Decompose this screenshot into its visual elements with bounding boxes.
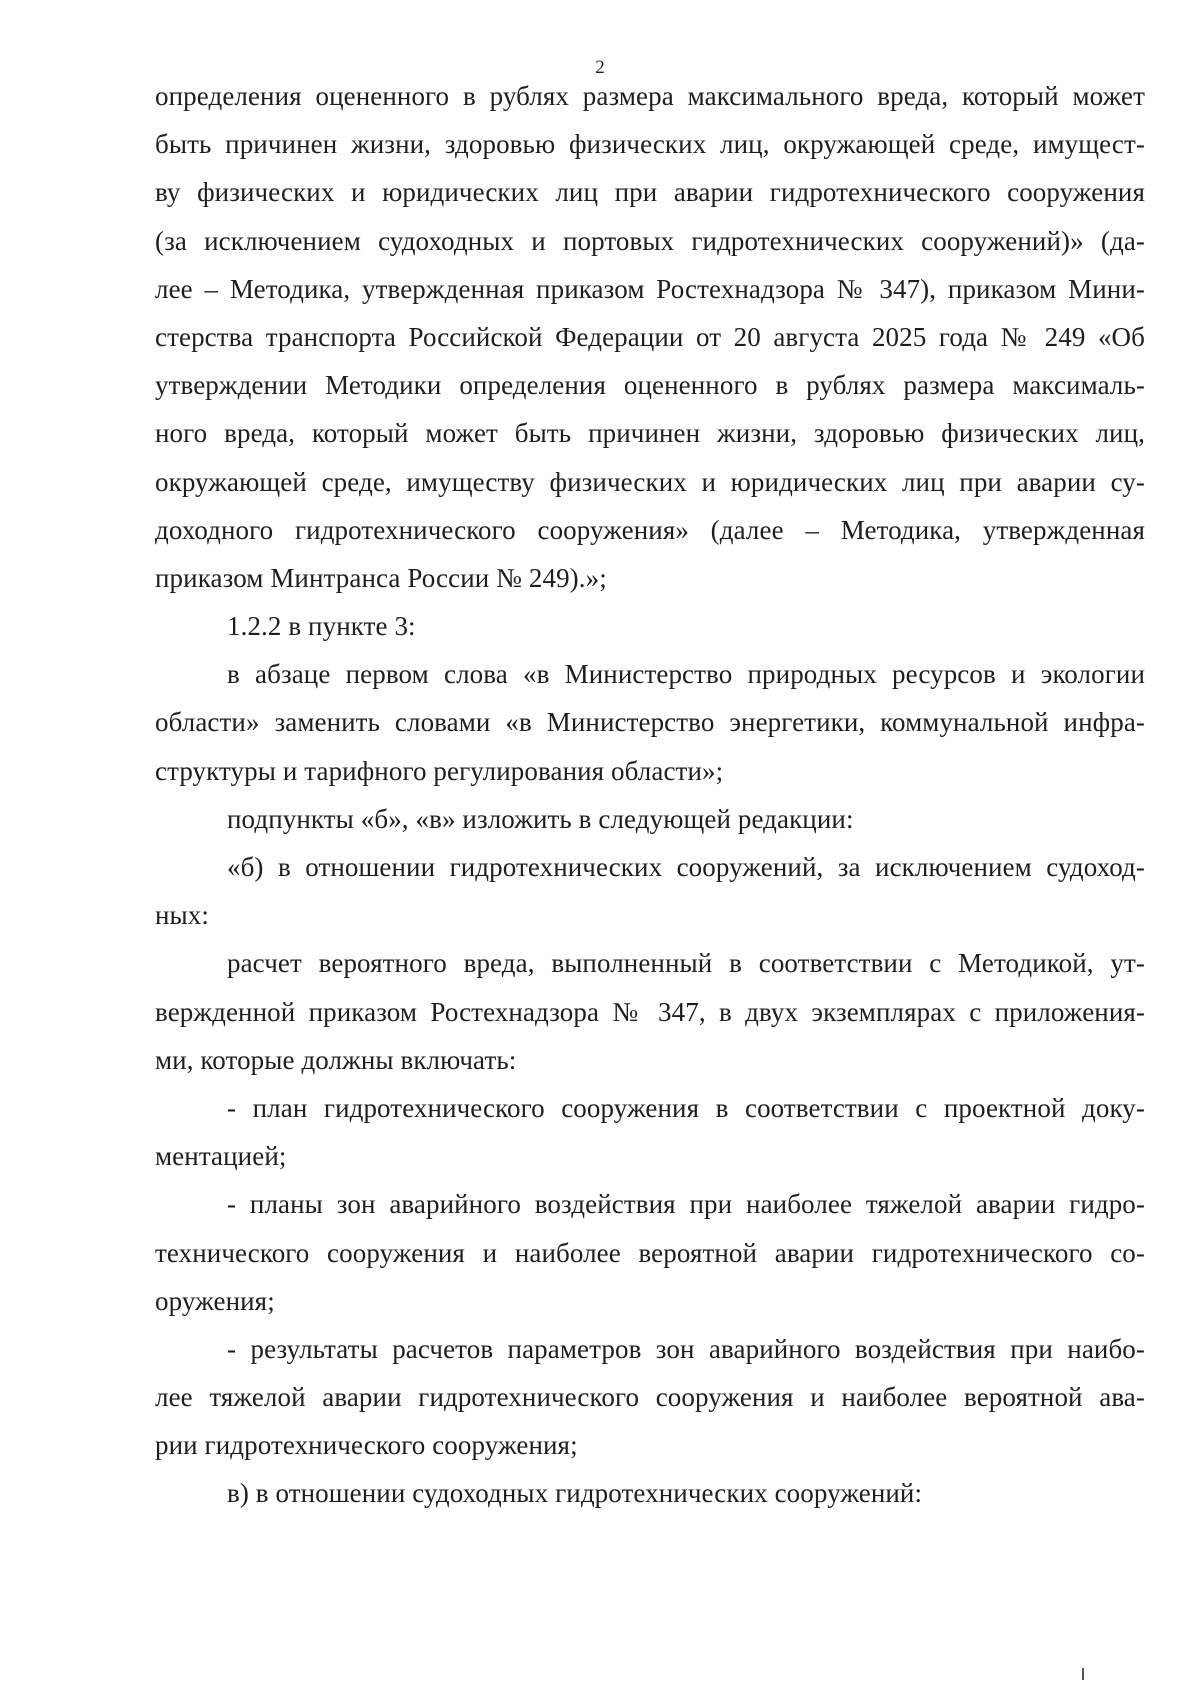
text-line: ву физических и юридических лиц при аварии гидротехнического сооружения: [155, 177, 1145, 208]
text-line: «б) в отношении гидротехнических сооружений, за исключением судоход-: [227, 852, 1145, 882]
text-line: быть причинен жизни, здоровью физических лиц, окружающей среде, имущест-: [155, 129, 1145, 160]
text-line: ных:: [155, 900, 209, 931]
text-line: определения оцененного в рублях размера максимального вреда, который может: [155, 81, 1145, 111]
text-line: ми, которые должны включать:: [155, 1044, 517, 1075]
document-body: [155, 72, 1145, 1518]
text-line: лее – Методика, утвержденная приказом Ростехнадзора № 347), приказом Мини-: [155, 273, 1145, 304]
scan-mark: [1082, 1668, 1084, 1680]
text-line: рии гидротехнического сооружения;: [155, 1430, 578, 1461]
text-line: в) в отношении судоходных гидротехнических сооружений:: [227, 1478, 923, 1509]
page-number: 2: [595, 57, 605, 78]
text-line: вержденной приказом Ростехнадзора № 347, в двух экземплярах с приложения-: [155, 996, 1145, 1027]
text-line: ного вреда, который может быть причинен жизни, здоровью физических лиц,: [155, 418, 1145, 449]
text-line: - планы зон аварийного воздействия при наиболее тяжелой аварии гидро-: [227, 1189, 1145, 1220]
text-line: технического сооружения и наиболее вероятной аварии гидротехнического со-: [155, 1237, 1145, 1268]
text-line: приказом Минтранса России № 249).»;: [155, 562, 607, 593]
text-line: лее тяжелой аварии гидротехнического сооружения и наиболее вероятной ава-: [155, 1382, 1145, 1413]
text-line: стерства транспорта Российской Федерации от 20 августа 2025 года № 249 «Об: [155, 321, 1145, 352]
text-line: утверждении Методики определения оцененного в рублях размера максималь-: [155, 370, 1145, 401]
text-line: окружающей среде, имуществу физических и юридических лиц при аварии су-: [155, 466, 1145, 497]
text-line: (за исключением судоходных и портовых гидротехнических сооружений)» (да-: [155, 225, 1145, 256]
text-line: подпункты «б», «в» изложить в следующей редакции:: [227, 803, 854, 834]
text-line: ментацией;: [155, 1141, 287, 1172]
text-line: в абзаце первом слова «в Министерство природных ресурсов и экологии: [227, 659, 1145, 690]
text-line: расчет вероятного вреда, выполненный в соответствии с Методикой, ут-: [227, 948, 1145, 979]
text-line: оружения;: [155, 1285, 275, 1316]
text-line: - результаты расчетов параметров зон аварийного воздействия при наибо-: [227, 1333, 1145, 1364]
text-line: - план гидротехнического сооружения в соответствии с проектной доку-: [227, 1092, 1145, 1123]
text-line: области» заменить словами «в Министерство энергетики, коммунальной инфра-: [155, 707, 1145, 738]
text-line: структуры и тарифного регулирования области»;: [155, 755, 724, 786]
text-line: доходного гидротехнического сооружения» (далее – Методика, утвержденная: [155, 514, 1145, 545]
text-line: 1.2.2 в пункте 3:: [227, 611, 416, 642]
